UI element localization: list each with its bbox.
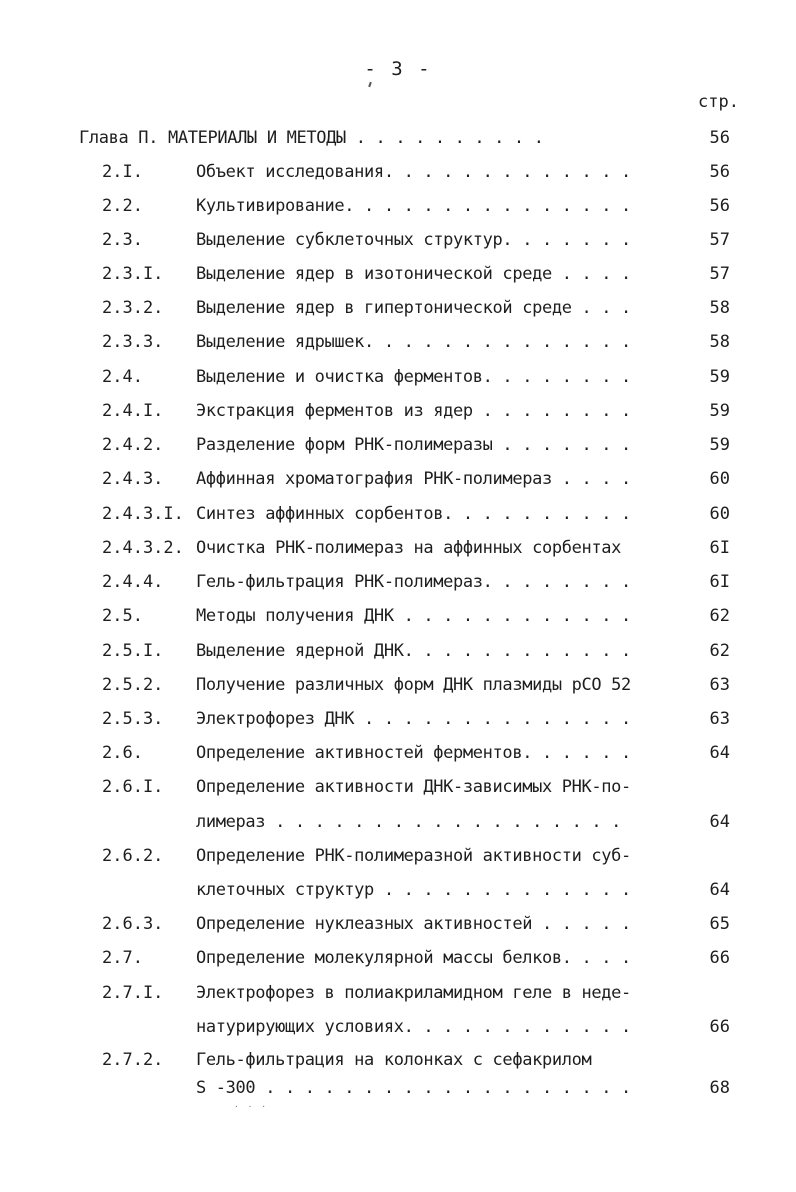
toc-number: 2.5.2.: [102, 675, 164, 695]
toc-entry: [0, 264, 796, 298]
toc-number: 2.I.: [102, 162, 143, 182]
toc-number: 2.6.: [102, 743, 143, 763]
page-number: - 3 -: [364, 58, 432, 80]
toc-number: 2.5.I.: [102, 641, 164, 661]
toc-entry: [0, 846, 796, 880]
toc-entry-continuation: [0, 812, 796, 846]
toc-entry-continuation: [0, 1078, 796, 1112]
toc-title: Определение молекулярной массы белков. . . .: [196, 948, 631, 968]
toc-page: 57: [709, 230, 730, 250]
toc-title: натурирующих условиях. . . . . . . . . . . .: [196, 1017, 631, 1037]
toc-page: 65: [709, 914, 730, 934]
toc-page: 56: [709, 196, 730, 216]
toc-entry: [0, 196, 796, 230]
toc-entry-continuation: [0, 1017, 796, 1051]
toc-page: 58: [709, 298, 730, 318]
toc-page: 62: [709, 641, 730, 661]
toc-title: Выделение ядер в изотонической среде . . . .: [196, 264, 631, 284]
toc-page: 63: [709, 709, 730, 729]
toc-number: 2.2.: [102, 196, 143, 216]
toc-number: 2.4.3.2.: [102, 538, 184, 558]
toc-title: Экстракция ферментов из ядер . . . . . . . .: [196, 401, 631, 421]
toc-chapter-heading: [0, 128, 796, 162]
toc-page: 56: [709, 128, 730, 148]
toc-title: Определение РНК-полимеразной активности суб-: [196, 846, 631, 866]
toc-title: Выделение и очистка ферментов. . . . . . . .: [196, 367, 631, 387]
toc-title: Определение нуклеазных активностей . . . . .: [196, 914, 631, 934]
toc-title: Очистка РНК-полимераз на аффинных сорбентах: [196, 538, 622, 558]
toc-title: Выделение ядрышек. . . . . . . . . . . . . .: [196, 332, 631, 352]
toc-entry: [0, 332, 796, 366]
toc-title: Получение различных форм ДНК плазмиды рСО 52: [196, 675, 631, 695]
toc-number: 2.3.: [102, 230, 143, 250]
toc-title: клеточных структур . . . . . . . . . . . . .: [196, 880, 631, 900]
toc-page: 68: [709, 1078, 730, 1098]
toc-page: 62: [709, 606, 730, 626]
toc-page: 59: [709, 401, 730, 421]
toc-title: Выделение ядерной ДНК. . . . . . . . . . . .: [196, 641, 631, 661]
toc-number: 2.6.I.: [102, 777, 164, 797]
toc-page: 58: [709, 332, 730, 352]
toc-title: лимераз . . . . . . . . . . . . . . . . . .: [196, 812, 622, 832]
toc-number: 2.7.2.: [102, 1050, 164, 1070]
toc-page: 60: [709, 469, 730, 489]
toc-entry: [0, 162, 796, 196]
toc-number: 2.4.: [102, 367, 143, 387]
toc-entry: [0, 641, 796, 675]
toc-page: 59: [709, 435, 730, 455]
toc-number: 2.4.2.: [102, 435, 164, 455]
toc-entry: [0, 743, 796, 777]
toc-page: 64: [709, 880, 730, 900]
toc-number: 2.4.4.: [102, 572, 164, 592]
toc-entry: [0, 504, 796, 538]
toc-title: Объект исследования. . . . . . . . . . . . .: [196, 162, 631, 182]
toc-number: 2.4.3.I.: [102, 504, 184, 524]
toc-entry: [0, 538, 796, 572]
toc-page: 57: [709, 264, 730, 284]
toc-entry: [0, 914, 796, 948]
toc-number: 2.4.3.: [102, 469, 164, 489]
toc-page: 66: [709, 948, 730, 968]
toc-page: 63: [709, 675, 730, 695]
toc-page: 64: [709, 743, 730, 763]
toc-title: Глава П. МАТЕРИАЛЫ И МЕТОДЫ . . . . . . . . . .: [79, 128, 544, 148]
toc-page: 6I: [709, 572, 730, 592]
toc-entry: [0, 948, 796, 982]
toc-page: 60: [709, 504, 730, 524]
toc-title: Определение активности ДНК-зависимых РНК-по-: [196, 777, 631, 797]
toc-title: Методы получения ДНК . . . . . . . . . . . .: [196, 606, 631, 626]
toc-entry: [0, 367, 796, 401]
toc-entry: [0, 469, 796, 503]
toc-number: 2.7.I.: [102, 983, 164, 1003]
toc-number: 2.5.3.: [102, 709, 164, 729]
toc-title: Выделение ядер в гипертонической среде . . .: [196, 298, 631, 318]
toc-number: 2.4.I.: [102, 401, 164, 421]
toc-title: Электрофорез в полиакриламидном геле в неде-: [196, 983, 631, 1003]
toc-title: Аффинная хроматография РНК-полимераз . . . .: [196, 469, 631, 489]
pages-column-header: стр.: [698, 92, 739, 112]
toc-entry: [0, 572, 796, 606]
toc-entry-continuation: [0, 880, 796, 914]
toc-entry: [0, 230, 796, 264]
toc-title: S -300 . . . . . . . . . . . . . . . . . . .: [196, 1078, 631, 1098]
toc-number: 2.3.I.: [102, 264, 164, 284]
toc-title: Определение активностей ферментов. . . . . .: [196, 743, 631, 763]
toc-title: Гель-фильтрация РНК-полимераз. . . . . . . .: [196, 572, 631, 592]
toc-number: 2.3.2.: [102, 298, 164, 318]
toc-number: 2.6.3.: [102, 914, 164, 934]
toc-entry: [0, 777, 796, 811]
toc-title: Разделение форм РНК-полимеразы . . . . . . .: [196, 435, 631, 455]
toc-entry: [0, 983, 796, 1017]
toc-entry: [0, 675, 796, 709]
toc-page: 66: [709, 1017, 730, 1037]
toc-number: 2.3.3.: [102, 332, 164, 352]
toc-entry: [0, 709, 796, 743]
toc-entry: [0, 298, 796, 332]
toc-title: Электрофорез ДНК . . . . . . . . . . . . . .: [196, 709, 631, 729]
toc-entry: [0, 401, 796, 435]
toc-title: Синтез аффинных сорбентов. . . . . . . . . .: [196, 504, 631, 524]
toc-page: 64: [709, 812, 730, 832]
toc-title: Культивирование. . . . . . . . . . . . . . .: [196, 196, 631, 216]
toc-page: 6I: [709, 538, 730, 558]
toc-title: Выделение субклеточных структур. . . . . . .: [196, 230, 631, 250]
toc-entry: [0, 435, 796, 469]
toc-entry: [0, 606, 796, 640]
toc-page: 59: [709, 367, 730, 387]
toc-number: 2.7.: [102, 948, 143, 968]
toc-number: 2.6.2.: [102, 846, 164, 866]
toc-page: 56: [709, 162, 730, 182]
toc-title: Гель-фильтрация на колонках с сефакрилом: [196, 1050, 592, 1070]
toc-number: 2.5.: [102, 606, 143, 626]
ink-specks: . . .: [234, 1100, 269, 1109]
